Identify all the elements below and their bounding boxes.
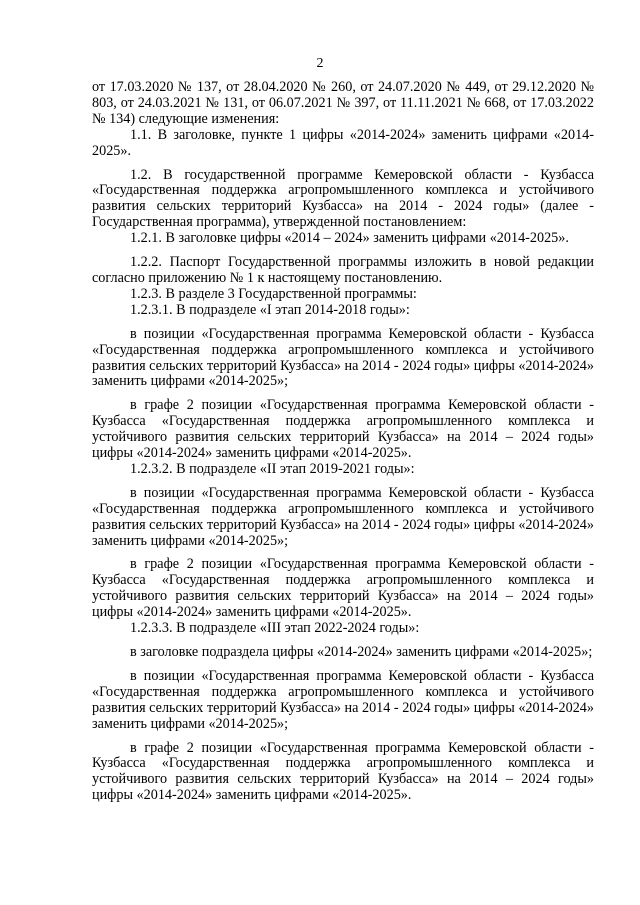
page-number: 2 <box>316 56 324 71</box>
paragraph-item: в заголовке подраздела цифры «2014-2024» заменить цифрами «2014-2025»; <box>130 644 593 660</box>
paragraph-item: в графе 2 позиции «Государственная программа Кемеровской области - Кузбасса «Государственная поддержка агропромышленного комплекса и устойчивого развития сельских территорий Кузбасса» на 2014 – 2024 годы» цифры «2014-2024» заменить цифрами «2014-2025». <box>92 556 594 621</box>
paragraph-1-2-1: 1.2.1. В заголовке цифры «2014 – 2024» заменить цифрами «2014-2025». <box>130 230 569 247</box>
paragraph-item: в позиции «Государственная программа Кемеровской области - Кузбасса «Государственная поддержка агропромышленного комплекса и устойчивого развития сельских территорий Кузбасса» на 2014 - 2024 годы» цифры «2014-2024» заменить цифрами «2014-2025»; <box>92 667 594 732</box>
paragraph-1-2-2: 1.2.2. Паспорт Государственной программы изложить в новой редакции согласно приложению № 1 к настоящему постановлению. <box>92 254 594 286</box>
paragraph-1-2-3-1: 1.2.3.1. В подразделе «I этап 2014-2018 годы»: <box>130 301 410 318</box>
paragraph-item: в графе 2 позиции «Государственная программа Кемеровской области - Кузбасса «Государственная поддержка агропромышленного комплекса и устойчивого развития сельских территорий Кузбасса» на 2014 – 2024 годы» цифры «2014-2024» заменить цифрами «2014-2025». <box>92 739 594 804</box>
paragraph-item: в позиции «Государственная программа Кемеровской области - Кузбасса «Государственная поддержка агропромышленного комплекса и устойчивого развития сельских территорий Кузбасса» на 2014 - 2024 годы» цифры «2014-2024» заменить цифрами «2014-2025»; <box>92 484 594 549</box>
paragraph-1-2: 1.2. В государственной программе Кемеровской области - Кузбасса «Государственная поддержка агропромышленного комплекса и устойчивого развития сельских территорий Кузбасса» на 2014 - 2024 годы» (далее - Государственная программа), утвержденной постановлением: <box>92 166 594 231</box>
document-body <box>92 80 594 804</box>
paragraph-1-2-3-2: 1.2.3.2. В подразделе «II этап 2019-2021 годы»: <box>130 460 415 477</box>
paragraph-1-1: 1.1. В заголовке, пункте 1 цифры «2014-2024» заменить цифрами «2014-2025». <box>92 126 594 159</box>
paragraph-item: в графе 2 позиции «Государственная программа Кемеровской области - Кузбасса «Государственная поддержка агропромышленного комплекса и устойчивого развития сельских территорий Кузбасса» на 2014 – 2024 годы» цифры «2014-2024» заменить цифрами «2014-2025». <box>92 397 594 462</box>
paragraph-1-2-3: 1.2.3. В разделе 3 Государственной программы: <box>130 285 417 302</box>
paragraph-1-2-3-3: 1.2.3.3. В подразделе «III этап 2022-2024 годы»: <box>130 620 420 637</box>
paragraph-item: в позиции «Государственная программа Кемеровской области - Кузбасса «Государственная поддержка агропромышленного комплекса и устойчивого развития сельских территорий Кузбасса» на 2014 - 2024 годы» цифры «2014-2024» заменить цифрами «2014-2025»; <box>92 325 594 390</box>
paragraph-continuation: от 17.03.2020 № 137, от 28.04.2020 № 260, от 24.07.2020 № 449, от 29.12.2020 № 803, от 24.03.2021 № 131, от 06.07.2021 № 397, от 11.11.2021 № 668, от 17.03.2022 № 134) следующие изменения: <box>92 79 594 127</box>
